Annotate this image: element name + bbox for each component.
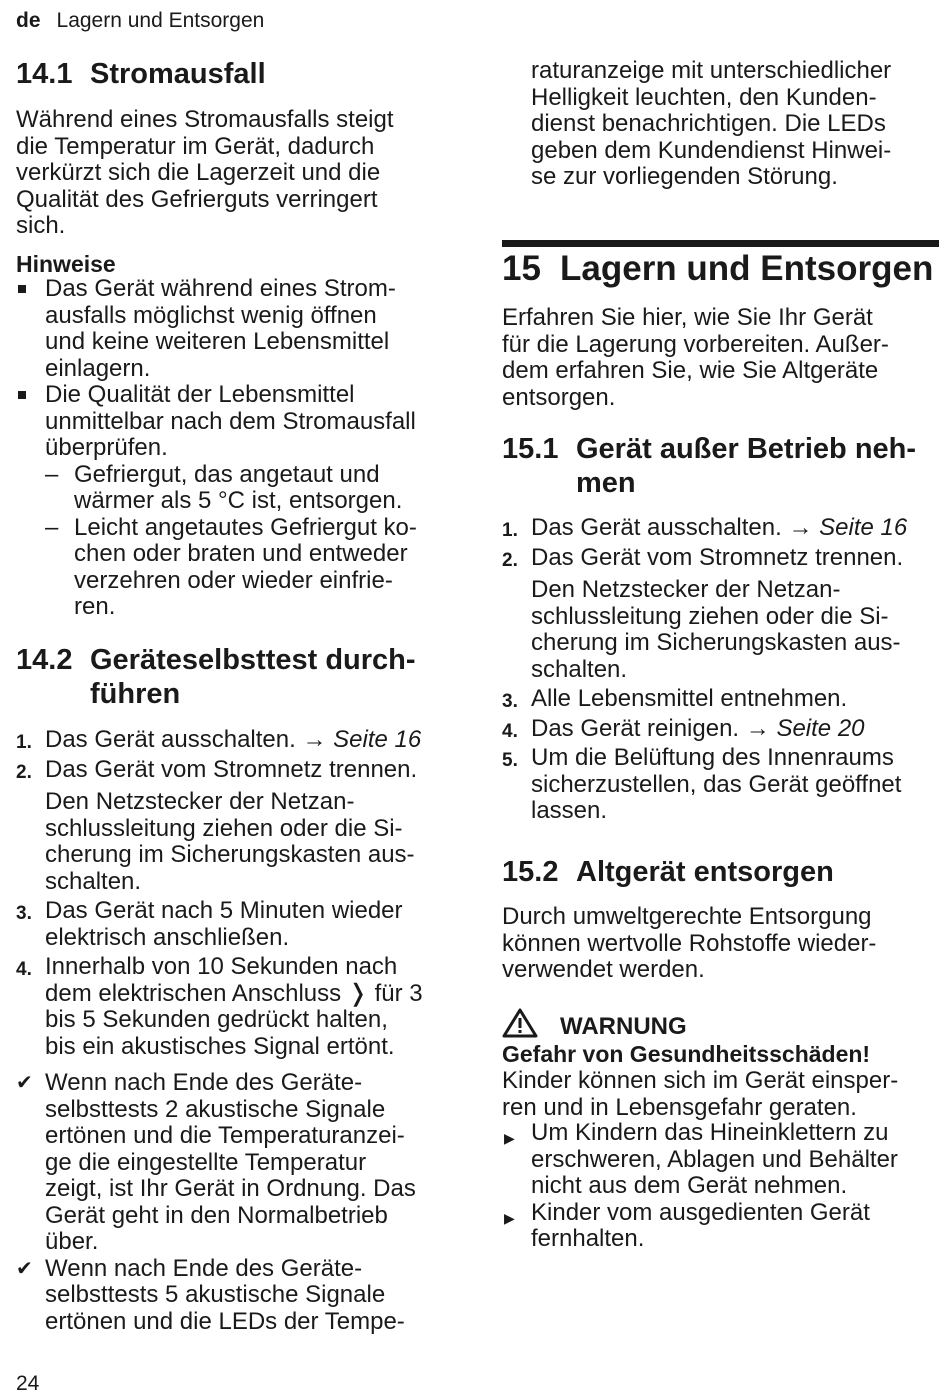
step-detail: Den Netzstecker der Netzan- schlussleitung ziehen oder die Si- cherung im Sicherungskasten aus- schalten.: [45, 788, 415, 895]
page-reference: Seite 20: [776, 714, 865, 742]
page-reference: Seite 16: [333, 726, 422, 753]
warning-header: [502, 1008, 942, 1042]
page-reference: Seite 16: [819, 514, 908, 541]
arrow-icon: →: [788, 514, 813, 541]
warning-icon: [502, 1008, 538, 1038]
page-number: 24: [16, 1372, 40, 1395]
step-detail: Den Netzstecker der Netzan- schlussleitung ziehen oder die Si- cherung im Sicherungskasten aus- schalten.: [531, 576, 901, 683]
section-15-1-heading: 15.1 Gerät außer Betrieb neh- men: [502, 433, 917, 499]
step-item: 4. Das Gerät reinigen. → Seite 20: [502, 714, 865, 742]
warning-text: Kinder können sich im Gerät einsper- ren und in Lebensgefahr geraten.: [502, 1067, 899, 1121]
arrow-icon: →: [745, 714, 770, 742]
section-15-1-steps: [502, 515, 942, 825]
dash-item: – Leicht angetautes Gefriergut ko- chen oder braten und entweder verzehren oder wieder einfrie- ren.: [45, 513, 417, 620]
checkmark-icon: ✔: [16, 1257, 33, 1280]
action-item: ▶ Kinder vom ausgedienten Gerät fernhalten.: [504, 1198, 870, 1252]
page-header: [16, 9, 264, 33]
header-title: Lagern und Entsorgen: [56, 9, 265, 32]
step-item: 1. Das Gerät ausschalten. → Seite 16: [502, 514, 908, 541]
step-item: 2. Das Gerät vom Stromnetz trennen. Den Netzstecker der Netzan- schlussleitung ziehen oder die Si- cherung im Sicherungskasten aus- schalten.: [502, 545, 942, 684]
dash-marker: –: [45, 460, 59, 488]
action-item: ▶ Um Kindern das Hineinklettern zu erschweren, Ablagen und Behälter nicht aus dem Gerät nehmen.: [504, 1119, 898, 1199]
chapter-15-intro: Erfahren Sie hier, wie Sie Ihr Gerät für die Lagerung vorbereiten. Außer- dem erfahren Sie, wie Sie Altgeräte entsorgen.: [502, 304, 889, 411]
result-item: ✔ Wenn nach Ende des Geräte- selbsttests 2 akustische Signale ertönen und die Temperaturanzei- ge die eingestellte Temperatur zeigt, ist Ihr Gerät in Ordnung. Das Gerät geht in den Normalbetrieb über.: [16, 1069, 416, 1255]
warning-label: WARNUNG: [560, 1013, 687, 1040]
warning-title: Gefahr von Gesundheitsschäden!: [502, 1041, 871, 1067]
result-item: ✔ Wenn nach Ende des Geräte- selbsttests 5 akustische Signale ertönen und die LEDs der Tempe-: [16, 1254, 405, 1335]
section-14-1-heading: 14.1 Stromausfall: [16, 58, 266, 90]
triangle-right-icon: ▶: [504, 1209, 515, 1226]
step-item: 3. Alle Lebensmittel entnehmen.: [502, 685, 848, 712]
note-item: Das Gerät während eines Strom- ausfalls möglichst wenig öffnen und keine weiteren Lebensmittel einlagern.: [16, 276, 456, 382]
notes-list: [16, 276, 456, 621]
result-list: [16, 1070, 456, 1335]
language-tag: de: [16, 9, 41, 32]
dash-marker: –: [45, 513, 59, 541]
arrow-icon: →: [302, 726, 327, 753]
chapter-rule: [502, 240, 939, 247]
section-14-1-intro: Während eines Stromausfalls steigt die Temperatur im Gerät, dadurch verkürzt sich die Lagerzeit und die Qualität des Gefrierguts verringert sich.: [16, 106, 394, 239]
warning-actions: [502, 1120, 942, 1253]
step-item: 4. Innerhalb von 10 Sekunden nach dem elektrischen Anschluss ❭ für 3 bis 5 Sekunden gedrückt halten, bis ein akustisches Signal ertönt.: [16, 953, 423, 1060]
step-item: 2. Das Gerät vom Stromnetz trennen. Den Netzstecker der Netzan- schlussleitung ziehen oder die Si- cherung im Sicherungskasten aus- schalten.: [16, 757, 456, 896]
note-item: Die Qualität der Lebensmittel unmittelbar nach dem Stromausfall überprüfen. – Gefriergut, das angetaut und wärmer als 5 °C ist, entsorgen. – Leicht angetautes Gefriergut ko- chen oder braten und entweder verzehren oder wieder einfrie- ren.: [16, 382, 456, 621]
step-item: 1. Das Gerät ausschalten. → Seite 16: [16, 726, 422, 753]
section-14-2-steps: [16, 727, 456, 1060]
chapter-15-heading: 15 Lagern und Entsorgen: [502, 249, 934, 288]
section-15-2-intro: Durch umweltgerechte Entsorgung können wertvolle Rohstoffe wieder- verwendet werden.: [502, 903, 877, 983]
dash-item: – Gefriergut, das angetaut und wärmer als 5 °C ist, entsorgen.: [45, 460, 403, 514]
section-15-2-heading: 15.2 Altgerät entsorgen: [502, 856, 834, 888]
triangle-right-icon: ▶: [504, 1130, 515, 1146]
step-item: 3. Das Gerät nach 5 Minuten wieder elektrisch anschließen.: [16, 897, 403, 951]
section-14-2-heading: 14.2 Geräteselbsttest durch- führen: [16, 644, 416, 710]
checkmark-icon: ✔: [16, 1072, 33, 1094]
notes-label: Hinweise: [16, 251, 116, 277]
step-item: 5. Um die Belüftung des Innenraums sicherzustellen, das Gerät geöffnet lassen.: [502, 744, 902, 824]
result-continuation: raturanzeige mit unterschiedlicher Helligkeit leuchten, den Kunden- dienst benachrichtigen. Die LEDs geben dem Kundendienst Hinwei- se zur vorliegenden Störung.: [531, 57, 892, 190]
